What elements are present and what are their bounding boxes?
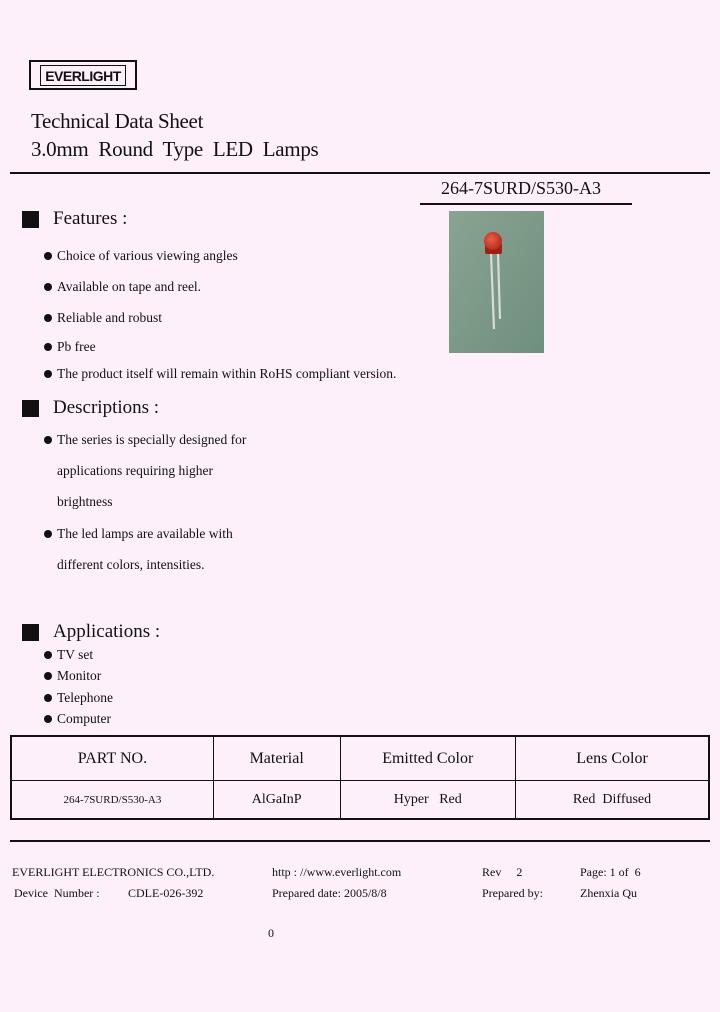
part-number-underline [420, 203, 632, 205]
descriptions-heading [22, 397, 159, 419]
feature-item-text: The product itself will remain within RoHS compliant version. [57, 366, 397, 381]
application-item [44, 647, 93, 663]
description-text: brightness [57, 494, 113, 509]
footer-prepared-by-label: Prepared by: [482, 886, 543, 900]
application-item-text: Computer [57, 711, 111, 726]
table-cell: AlGaInP [213, 781, 340, 820]
applications-heading [22, 621, 160, 643]
bullet-dot-icon [44, 314, 52, 322]
feature-item-text: Available on tape and reel. [57, 279, 202, 294]
header-divider [10, 172, 710, 174]
table-header-cell: Emitted Color [340, 736, 516, 781]
bullet-dot-icon [44, 252, 52, 260]
feature-item-text: Pb free [57, 339, 96, 354]
application-item [44, 668, 101, 684]
bullet-dot-icon [44, 283, 52, 291]
description-text: different colors, intensities. [57, 557, 205, 572]
application-item [44, 711, 111, 727]
feature-item [44, 248, 238, 264]
description-text: The led lamps are available with [57, 526, 233, 541]
feature-item-text: Choice of various viewing angles [57, 248, 238, 263]
bullet-dot-icon [44, 715, 52, 723]
table-header-cell: PART NO. [11, 736, 213, 781]
part-number: 264-7SURD/S530-A3 [441, 178, 602, 198]
part-specs-table [10, 735, 710, 820]
features-heading-text: Features : [53, 208, 128, 229]
square-bullet-icon [22, 211, 39, 228]
bullet-dot-icon [44, 672, 52, 680]
footer-prepared-by: Zhenxia Qu [580, 886, 637, 900]
description-text: The series is specially designed for [57, 432, 247, 447]
led-product-photo [449, 211, 544, 353]
footer-device-label: Device Number : [14, 886, 100, 900]
bullet-dot-icon [44, 436, 52, 444]
bullet-dot-icon [44, 530, 52, 538]
description-item [44, 432, 246, 448]
table-row [11, 781, 709, 820]
bullet-dot-icon [44, 694, 52, 702]
application-item [44, 690, 113, 706]
table-cell: 264-7SURD/S530-A3 [11, 781, 213, 820]
table-header-cell: Material [213, 736, 340, 781]
table-cell: Red Diffused [516, 781, 709, 820]
description-item [44, 526, 233, 542]
footer-device-number: CDLE-026-392 [128, 886, 204, 900]
everlight-logo [29, 60, 137, 90]
application-item-text: Telephone [57, 690, 114, 705]
square-bullet-icon [22, 624, 39, 641]
footer-url[interactable]: http : //www.everlight.com [272, 865, 402, 879]
table-cell: Hyper Red [340, 781, 516, 820]
table-header-row [11, 736, 709, 781]
footer-divider [10, 840, 710, 842]
footer-page: Page: 1 of 6 [580, 865, 641, 879]
footer-revision: Rev 2 [482, 865, 523, 879]
feature-item [44, 310, 162, 326]
features-heading [22, 208, 127, 230]
page-index: 0 [268, 926, 274, 940]
feature-item-text: Reliable and robust [57, 310, 162, 325]
footer-prepared-date: Prepared date: 2005/8/8 [272, 886, 387, 900]
square-bullet-icon [22, 400, 39, 417]
bullet-dot-icon [44, 370, 52, 378]
application-item-text: Monitor [57, 668, 102, 683]
footer-company: EVERLIGHT ELECTRONICS CO.,LTD. [12, 865, 215, 879]
bullet-dot-icon [44, 343, 52, 351]
applications-heading-text: Applications : [53, 621, 161, 642]
feature-item [44, 339, 96, 355]
description-text: applications requiring higher [57, 463, 213, 478]
descriptions-heading-text: Descriptions : [53, 397, 160, 418]
application-item-text: TV set [57, 647, 94, 662]
document-title: Technical Data Sheet [31, 109, 204, 133]
logo-text: EVERLIGHT [40, 65, 126, 86]
bullet-dot-icon [44, 651, 52, 659]
feature-item [44, 366, 396, 382]
feature-item [44, 279, 201, 295]
table-header-cell: Lens Color [516, 736, 709, 781]
document-subtitle: 3.0mm Round Type LED Lamps [31, 137, 319, 161]
